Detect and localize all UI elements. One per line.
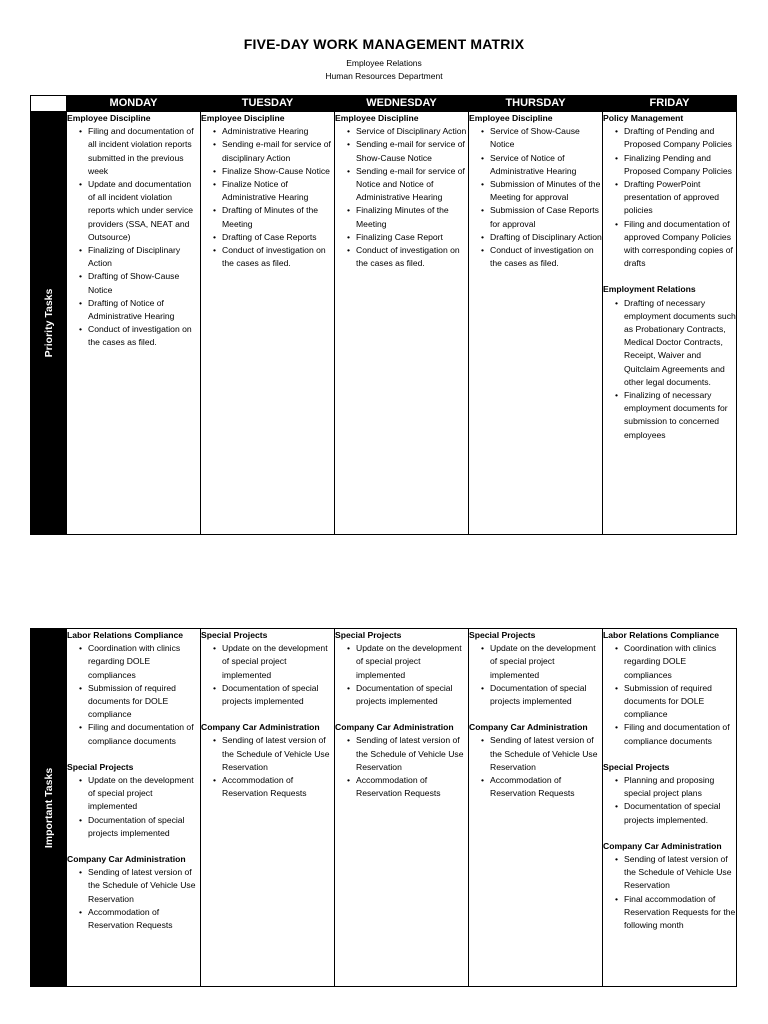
section-title: Company Car Administration [335,722,454,733]
list-item: • Filing and documentation of approved Company Policies with corresponding copies of drafts [615,218,736,271]
list-item: • Submission of required documents for DOLE compliance [79,682,200,722]
list-item: • Coordination with clinics regarding DOLE compliances [615,642,736,682]
task-list [469,642,602,708]
important-friday-cell [603,629,737,987]
task-section [201,721,334,800]
section-title: Special Projects [335,630,402,640]
task-section [67,112,200,350]
important-tasks-label: Important Tasks [42,767,55,848]
section-title: Company Car Administration [67,854,186,865]
section-title: Special Projects [201,630,268,640]
list-item: • Conduct of investigation on the cases as filed. [347,244,468,270]
list-item: • Finalize Show-Cause Notice [213,165,334,178]
task-section [603,112,736,270]
list-item: • Filing and documentation of compliance documents [79,721,200,747]
task-section [67,853,200,932]
list-item: • Service of Show-Cause Notice [481,125,602,151]
task-list [335,125,468,270]
list-item: • Submission of Minutes of the Meeting for approval [481,178,602,204]
day-header-monday: MONDAY [67,96,201,112]
priority-tasks-label-cell [31,112,67,535]
list-item: • Sending e-mail for service of disciplinary Action [213,138,334,164]
section-title: Special Projects [603,761,670,772]
list-item: • Finalizing of Disciplinary Action [79,244,200,270]
list-item: • Sending e-mail for service of Show-Cause Notice [347,138,468,164]
section-title: Labor Relations Compliance [603,630,720,640]
task-list [67,866,200,932]
task-list [603,297,736,442]
day-header-thursday: THURSDAY [469,96,603,112]
day-header-wednesday: WEDNESDAY [335,96,469,112]
task-list [201,734,334,800]
section-title: Policy Management [603,113,684,123]
task-section [603,761,736,827]
list-item: • Service of Notice of Administrative Hearing [481,152,602,178]
task-section [201,112,334,270]
list-item: • Conduct of investigation on the cases as filed. [213,244,334,270]
task-list [201,125,334,270]
priority-monday-cell [67,112,201,535]
list-item: • Coordination with clinics regarding DOLE compliances [79,642,200,682]
list-item: • Documentation of special projects implemented [79,814,200,840]
section-title: Company Car Administration [469,722,588,733]
list-item: • Update on the development of special project implemented [79,774,200,814]
list-item: • Submission of Case Reports for approval [481,204,602,230]
list-item: • Accommodation of Reservation Requests [213,774,334,800]
list-item: • Sending of latest version of the Schedule of Vehicle Use Reservation [347,734,468,774]
list-item: • Sending e-mail for service of Notice and Notice of Administrative Hearing [347,165,468,205]
important-tasks-label-cell [31,629,67,987]
list-item: • Documentation of special projects implemented. [615,800,736,826]
section-title: Employee Discipline [201,113,285,123]
list-item: • Finalizing Case Report [347,231,468,244]
list-item: • Planning and proposing special project plans [615,774,736,800]
document-header [0,36,768,83]
task-section [603,629,736,748]
list-item: • Submission of required documents for DOLE compliance [615,682,736,722]
list-item: • Drafting of Notice of Administrative Hearing [79,297,200,323]
task-list [469,125,602,270]
list-item: • Conduct of investigation on the cases as filed. [79,323,200,349]
header-corner-cell [31,96,67,112]
task-section [603,283,736,441]
list-item: • Sending of latest version of the Schedule of Vehicle Use Reservation [481,734,602,774]
list-item: • Update and documentation of all incident violation reports which under service providers (SSA, NEAT and Outsource) [79,178,200,244]
priority-wednesday-cell [335,112,469,535]
task-list [201,642,334,708]
list-item: • Documentation of special projects implemented [481,682,602,708]
list-item: • Drafting of Disciplinary Action [481,231,602,244]
list-item: • Filing and documentation of all incident violation reports submitted in the previous week [79,125,200,178]
task-list [603,774,736,827]
task-section [469,629,602,708]
important-tuesday-cell [201,629,335,987]
list-item: • Finalize Notice of Administrative Hearing [213,178,334,204]
task-list [67,125,200,349]
task-section [335,112,468,270]
task-section [469,721,602,800]
section-title: Employment Relations [603,284,696,295]
section-title: Special Projects [67,761,134,772]
list-item: • Sending of latest version of the Schedule of Vehicle Use Reservation [79,866,200,906]
list-item: • Drafting of Show-Cause Notice [79,270,200,296]
priority-tuesday-cell [201,112,335,535]
list-item: • Drafting of Pending and Proposed Company Policies [615,125,736,151]
list-item: • Drafting of Minutes of the Meeting [213,204,334,230]
list-item: • Conduct of investigation on the cases as filed. [481,244,602,270]
list-item: • Documentation of special projects implemented [347,682,468,708]
section-title: Employee Discipline [335,113,419,123]
day-header-tuesday: TUESDAY [201,96,335,112]
task-section [469,112,602,270]
section-title: Employee Discipline [469,113,553,123]
important-thursday-cell [469,629,603,987]
important-tasks-row [31,629,737,987]
list-item: • Drafting of necessary employment documents such as Probationary Contracts, Medical Doctor Contracts, Receipt, Waiver and Quitclaim Agreements and other legal documents. [615,297,736,389]
list-item: • Update on the development of special project implemented [347,642,468,682]
important-monday-cell [67,629,201,987]
list-item: • Update on the development of special project implemented [481,642,602,682]
document-subtitle: Employee Relations [346,58,422,68]
list-item: • Update on the development of special project implemented [213,642,334,682]
list-item: • Accommodation of Reservation Requests [79,906,200,932]
task-list [603,853,736,932]
task-list [603,642,736,748]
task-list [335,734,468,800]
list-item: • Drafting of Case Reports [213,231,334,244]
list-item: • Sending of latest version of the Schedule of Vehicle Use Reservation [213,734,334,774]
task-section [201,629,334,708]
section-title: Company Car Administration [603,840,722,851]
priority-tasks-row [31,112,737,535]
list-item: • Drafting PowerPoint presentation of approved policies [615,178,736,218]
day-header-friday: FRIDAY [603,96,737,112]
list-item: • Filing and documentation of compliance documents [615,721,736,747]
list-item: • Sending of latest version of the Schedule of Vehicle Use Reservation [615,853,736,893]
task-section [603,840,736,932]
task-section [67,761,200,840]
document-department: Human Resources Department [325,71,443,81]
task-section [67,629,200,748]
document-title: FIVE-DAY WORK MANAGEMENT MATRIX [243,36,525,52]
list-item: • Finalizing of necessary employment documents for submission to concerned employees [615,389,736,442]
priority-tasks-label: Priority Tasks [42,288,55,358]
priority-thursday-cell [469,112,603,535]
task-list [67,774,200,840]
section-title: Employee Discipline [67,113,151,123]
task-list [335,642,468,708]
list-item: • Finalizing Minutes of the Meeting [347,204,468,230]
section-title: Special Projects [469,630,536,640]
day-header-row [31,96,737,112]
task-list [67,642,200,748]
priority-friday-cell [603,112,737,535]
task-list [603,125,736,270]
important-wednesday-cell [335,629,469,987]
task-section [335,721,468,800]
important-matrix-table [30,628,737,987]
list-item: • Administrative Hearing [213,125,334,138]
list-item: • Service of Disciplinary Action [347,125,468,138]
section-title: Company Car Administration [201,722,320,733]
list-item: • Documentation of special projects implemented [213,682,334,708]
list-item: • Finalizing Pending and Proposed Company Policies [615,152,736,178]
list-item: • Final accommodation of Reservation Requests for the following month [615,893,736,933]
priority-matrix-table [30,95,737,535]
task-section [335,629,468,708]
list-item: • Accommodation of Reservation Requests [347,774,468,800]
task-list [469,734,602,800]
list-item: • Accommodation of Reservation Requests [481,774,602,800]
section-title: Labor Relations Compliance [67,630,184,640]
